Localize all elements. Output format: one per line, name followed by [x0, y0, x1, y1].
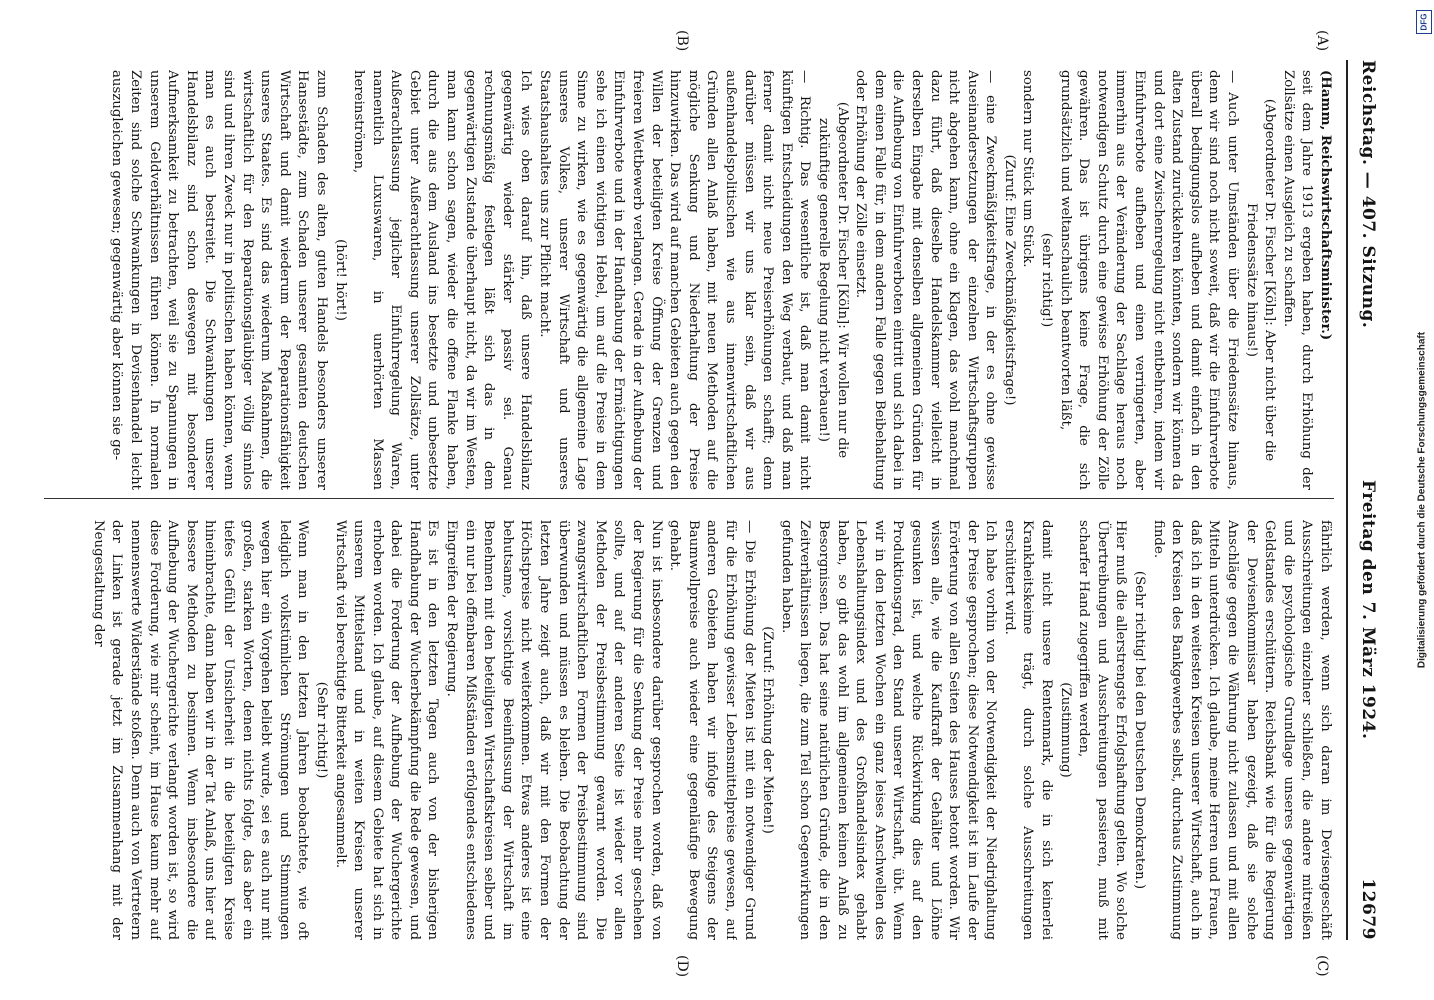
- paragraph: seit dem Jahre 1913 ergeben haben, durch Erhöhung der Zollsätze einen Ausgleich zu schaffen.: [1280, 70, 1315, 490]
- paragraph: Nun ist insbesondere darüber gesprochen worden, daß von der Regierung für die Senkung der Preise mehr geschehen sollte, und auf der anderen Seite ist wieder vor allen Methoden der Preisbestimmung gewarnt worden. Die zwangswirtschaftlichen Formen der Preisbestimmung sind überwunden und müssen es bleiben. Die Beobachtung der letzten Jahre zeigt auch, daß wir mit den Formen der Höchstpreise nicht weiterkommen. Etwas anderes ist eine behutsame, vorsichtige Beeinflussung der Wirtschaft im Benehmen mit den beteiligten Wirtschaftskreisen selber und ein nur bei offenbaren Mißständen erfolgendes entschiedenes Eingreifen der Regierung.: [444, 520, 664, 940]
- margin-mark-a: (A): [1314, 30, 1330, 52]
- paragraph: Wenn man in den letzten Jahren beobachtete, wie oft lediglich volkstümlichen Strömungen und Stimmungen wegen hier ein Vorgehen beliebt wurde, sei es auch nur mit großen, starken Worten, denen nichts folgte, das aber ein tiefes Gefühl der Unsicherheit in die beteiligten Kreise hineinbrachte, dann haben wir in der Tat Anlaß, uns hier auf bessere Methoden zu besinnen. Wenn insbesondere die Aufhebung der Wuchergerichte verlangt worden ist, so wird diese Forderung, wie mir scheint, im Hause kaum mehr auf nennenswerte Widerstände stoßen. Denn auch von Vertretern der Linken ist gerade jetzt im Zusammenhang mit der Neugestaltung der: [90, 520, 311, 940]
- paragraph: Ich wies oben darauf hin, daß unsere Handelsbilanz gegenwärtig wieder stärker passiv sei. Genau rechnungsmäßig festlegen läßt sich das in dem gegenwärtigen Zustande überhaupt nicht, da wir im Westen, man kann schon sagen, wieder die offene Flanke haben, durch die aus dem Ausland ins besetzte und unbesetzte Gebiet unter Außerachtlassung unserer Zollsätze, unter Außerachtlassung jeglicher Einfuhrregelung Waren, namentlich Luxuswaren, in unerhörten Massen hereinströmen,: [351, 70, 534, 490]
- paragraph: — Auch unter Umständen über die Friedenssätze hinaus, denn wir sind noch nicht soweit, daß wir die Einfuhrverbote überall bedingungslos aufheben und damit einfach in den alten Zustand zurückkehren könnten, sondern wir können da und dort eine Zwischenregelung nicht entbehren, indem wir Einfuhrverbote aufheben und einen verringerten, aber immerhin aus der Veränderung der Sachlage heraus noch notwendigen Schutz durch eine gewisse Erhöhung der Zölle gewähren. Das ist übrigens keine Frage, die sich grundsätzlich und weltanschaulich beantworten läßt,: [1057, 70, 1241, 490]
- column-divider: [44, 498, 1334, 499]
- right-text-column: [44, 520, 1334, 940]
- header-date: Freitag den 7. März 1924.: [1358, 480, 1378, 740]
- interjection: (Zustimmung): [1057, 682, 1073, 778]
- running-header: [1346, 60, 1382, 940]
- interjection: (Sehr richtig! bei den Deutschen Demokraten.): [1132, 570, 1148, 890]
- paragraph: zum Schaden des alten, guten Handels besonders unserer Hansestädte, zum Schaden unserer gesamten deutschen Wirtschaft und damit wiederum der Reparationsfähigkeit unseres Staates. Es sind das wiederum Maßnahmen, die wirtschaftlich für den Reparationsgläubiger völlig sinnlos sind und ihren Zweck nur in politischen haben können, wenn man es auch bestreitet. Die Schwankungen unserer Handelsbilanz sind schon deswegen mit besonderer Aufmerksamkeit zu betrachten, weil sie zu Spannungen in unserem Geldverhältnissen führen können. In normalen Zeiten sind solche Schwankungen in Devisenhandel leicht auszugleichen gewesen; gegenwärtig aber können sie ge-: [109, 70, 329, 490]
- interjection: (hört! hört!): [332, 239, 348, 321]
- paragraph: sondern nur Stück um Stück.: [1020, 70, 1036, 268]
- interjection: (Zuruf: Eine Zweckmäßigkeitsfrage!): [1001, 154, 1017, 406]
- interjection: (Abgeordneter Dr. Fischer [Köln]: Aber nicht über die Friedenssätze hinaus!): [1243, 98, 1278, 462]
- page-number: 12679: [1358, 878, 1378, 940]
- margin-mark-d: (D): [674, 955, 690, 978]
- dfg-logo: DFG: [1416, 10, 1432, 34]
- paragraph: damit nicht unsere Rentenmark, die in sich keinerlei Krankheitskeime trägt, durch solche Ausschreitungen erschüttert wird.: [1001, 520, 1055, 940]
- paragraph: — eine Zweckmäßigkeitsfrage, in der es ohne gewisse Auseinandersetzungen der einzelnen Wirtschaftsgruppen nicht abgehen kann, ohne ein Klagen, das wohl manchmal dazu führt, daß dieselbe Handelskammer vielleicht in derselben Eingabe mit denselben allgemeinen Gründen für die Aufhebung von Einfuhrverboten eintritt und sich dabei in dem einen Falle für, in dem andern Falle gegen Beibehaltung oder Erhöhung der Zölle einsetzt.: [853, 70, 999, 490]
- interjection: (sehr richtig!): [1039, 232, 1055, 328]
- header-session: Reichstag. — 407. Sitzung.: [1358, 60, 1378, 329]
- left-text-column: [44, 70, 1334, 490]
- paragraph: Ich habe vorhin von der Notwendigkeit der Niedrighaltung der Preise gesprochen; diese Notwendigkeit ist im Laufe der Erörterung von allen Seiten des Hauses betont worden. Wir wissen alle, wie die Kaufkraft der Gehälter und Löhne gesunken ist, und welche Rückwirkung dies auf den Produktionsgrad, den Stand unserer Wirtschaft, übt. Wenn wir in den letzten Wochen ein ganz leises Anschwellen des Lebenshaltungsindex und des Großhandelsindex gehabt haben, so gibt das wohl im allgemeinen keinen Anlaß zu Besorgnissen. Das hat seine natürlichen Gründe, die in den Zeitverhältnissen liegen, die zum Teil schon Gegenwirkungen gefunden haben.: [778, 520, 999, 940]
- paragraph: — Richtig. Das wesentliche ist, daß man damit nicht künftigen Entscheidungen den Weg verbaut, und daß man ferner damit nicht neue Preiserhöhungen schafft; denn darüber müssen wir uns klar sein, daß wir aus außenhandelspolitischen wie aus innenwirtschaftlichen Gründen allen Anlaß haben, mit neuen Methoden auf die mögliche Senkung und Niederhaltung der Preise hinzuwirken. Das wird auf manchen Gebieten auch gegen den Willen der beteiligten Kreise Öffnung der Grenzen und freieren Wettbewerb verlangen. Gerade in der Aufhebung der Einfuhrverbote und in der Handhabung der Ermächtigungen sehe ich einen wichtigen Hebel, um auf die Preise in dem Sinne zu wirken, wie es gegenwärtig die allgemeine Lage unseres Volkes, unserer Wirtschaft und unseres Staatshaushaltes uns zur Pflicht macht.: [537, 70, 813, 490]
- paragraph: Hier muß die allerstrengste Erfolgshaftung gelten. Wo solche Übertreibungen und Ausschreitungen passieren, muß mit scharfer Hand zugegriffen werden,: [1076, 520, 1129, 940]
- speaker-label: (Hamm, Reichswirtschaftsminister.): [1318, 70, 1333, 341]
- digitization-credit: Digitalisierung gefördert durch die Deutsche Forschungsgemeinschaft: [1416, 331, 1428, 669]
- paragraph: Es ist in den letzten Tagen auch von der bisherigen Handhabung der Wucherbekämpfung die Rede gewesen, und dabei die Forderung der Aufhebung der Wuchergerichte erhoben worden. Ich glaube, auf diesem Gebiete hat sich in unserem Mittelstand und in weiten Kreisen unserer Wirtschaft viel berechtigte Bitterkeit angesammelt.: [332, 520, 441, 940]
- interjection: (Sehr richtig!): [313, 681, 329, 779]
- interjection: (Zuruf: Erhöhung der Mieten!): [760, 626, 776, 834]
- paragraph: — Die Erhöhung der Mieten ist mit ein notwendiger Grund für die Erhöhung gewisser Lebensmittelpreise gewesen, auf anderen Gebieten haben wir infolge des Steigens der Baumwollpreise auch wieder eine gegenläufige Bewegung gehabt.: [667, 520, 757, 940]
- margin-mark-c: (C): [1314, 955, 1330, 977]
- margin-mark-b: (B): [674, 30, 690, 52]
- paragraph: fährlich werden, wenn sich daran im Devisengeschäft Ausschreitungen einzelner schließen, die andere mitreißen und die psychologische Grundlage unseres gegenwärtigen Geldstandes erschüttern. Reichsbank wie für die Regierung der Devisenkommissar haben gezeigt, daß sie solche Anschläge gegen die Währung nicht zulassen und mit allen Mitteln unterdrücken. Ich glaube, meine Herren und Frauen, daß ich in den weitesten Kreisen unserer Wirtschaft, auch in den Kreisen des Bankgewerbes selbst, durchaus Zustimmung finde.: [1150, 520, 1333, 940]
- interjection: (Abgeordneter Dr. Fischer [Köln]: Wir wollen nur die zukünftige generelle Regelung nicht verbauen!): [815, 101, 850, 459]
